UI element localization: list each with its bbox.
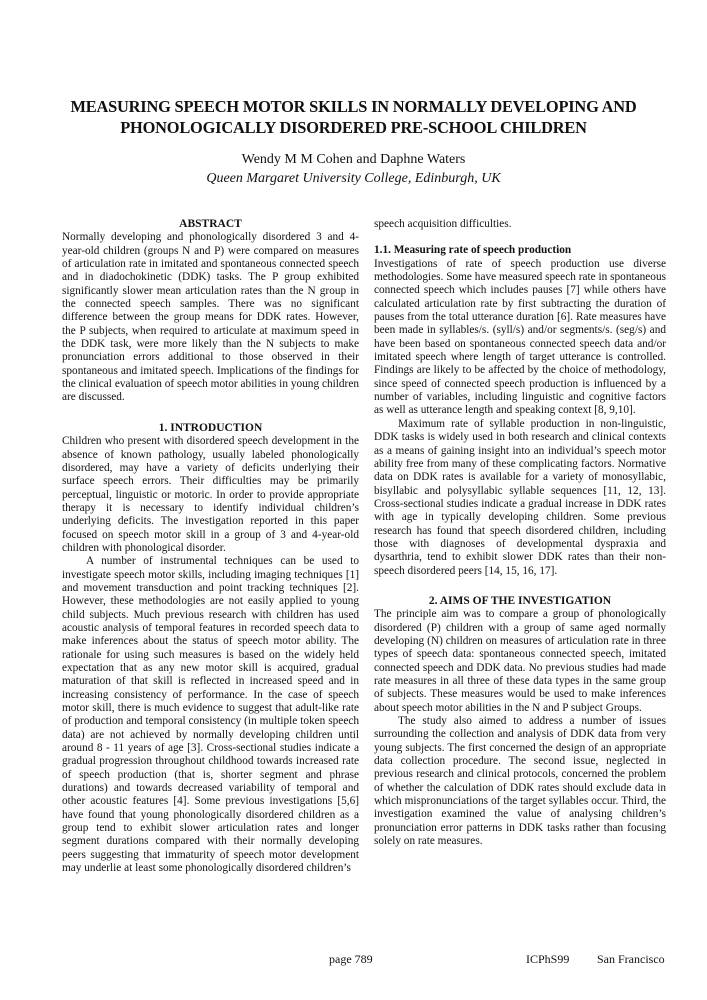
conference-name: ICPhS99 <box>526 952 570 966</box>
abstract-heading: ABSTRACT <box>179 218 242 230</box>
title-line-2: PHONOLOGICALLY DISORDERED PRE-SCHOOL CHILDREN <box>120 118 587 137</box>
page-number: page 789 <box>329 952 373 966</box>
introduction-paragraph-1: Children who present with disordered speech development in the absence of known pathology, usually labeled phonologically disordered, may have a variety of deficits underlying their surface speech errors. Their difficulties may be primarily perceptual, linguistic or motoric. In order to provide appropriate therapy it is necessary to identify individual children’s underlying deficits. The investigation reported in this paper focused on speech motor skill in a group of 3 and 4-year-old children with phonological disorder. <box>62 435 359 554</box>
introduction-paragraph-2-continued: speech acquisition difficulties. <box>374 218 512 230</box>
aims-paragraph-1: The principle aim was to compare a group of phonologically disordered (P) children with a group of same aged normally developing (N) children on measures of articulation rate in three types of speech data: spontaneous connected speech, imitated connected speech and DDK data. No previous studies had made rate measures in all three of these data types in the same group of subjects. These measures would be used to make inferences about speech motor abilities in the N and P subject Groups. <box>374 608 666 714</box>
left-column <box>62 218 359 876</box>
aims-paragraph-2: The study also aimed to address a number of issues surrounding the collection and analysis of DDK data from very young subjects. The first concerned the design of an appropriate data collection procedure. The second issue, neglected in previous research and clinical protocols, concerned the problem of whether the calculation of DDK rates should exclude data in which mispronunciations of the target syllables occur. Third, the investigation examined the value of analysing children’s pronunciation error patterns in DDK tasks rather than focusing solely on rate measures. <box>374 715 666 848</box>
authors: Wendy M M Cohen and Daphne Waters <box>241 152 466 167</box>
section-1-1-paragraph-2: Maximum rate of syllable production in non-linguistic, DDK tasks is widely used in both research and clinical contexts as a means of gaining insight into an individual’s speech motor ability free from many of these complicating factors. Normative data on DDK rates is available for a variety of monosyllabic, bisyllabic and polysyllabic syllable sequences [11, 12, 13]. Cross-sectional studies indicate a gradual increase in DDK rates with age in typically developing children. Some previous research has found that speech disordered children, including those with diagnoses of developmental dyspraxia and dysarthria, tend to exhibit slower DDK rates than their non-speech disordered peers [14, 15, 16, 17]. <box>374 417 666 577</box>
right-column <box>374 218 666 848</box>
paper-title <box>40 96 667 138</box>
conference-location: San Francisco <box>597 952 665 966</box>
section-1-1-paragraph-1: Investigations of rate of speech production use diverse methodologies. Some have measured speech rate in spontaneous connected speech which includes pauses [7] while others have calculated articulation rate by first subtracting the duration of pauses from the total utterance duration [6]. Rate measures have been made in syllables/s. (syll/s) and/or segments/s. (seg/s) and have been based on spontaneous connected speech data and/or imitated speech where length of target utterance is controlled. Findings are likely to be affected by the choice of methodology, since speed of connected speech production is influenced by a number of variables, including linguistic and cognitive factors as well as utterance length and speaking context [8, 9,10]. <box>374 257 666 417</box>
aims-heading: 2. AIMS OF THE INVESTIGATION <box>428 594 612 607</box>
affiliation: Queen Margaret University College, Edinburgh, UK <box>206 171 501 186</box>
abstract-text: Normally developing and phonologically disordered 3 and 4-year-old children (groups N and P) were compared on measures of articulation rate in imitated and spontaneous connected speech and in diadochokinetic (DDK) tasks. The P group exhibited significantly slower mean articulation rates than the N group in the connected speech samples. There was no significant difference between the group means for DDK rates. However, the P subjects, when required to articulate at maximum speed in the DDK task, were more likely than the N subjects to make pronunciation errors additional to those observed in their spontaneous and imitated speech. Implications of the findings for the clinical evaluation of speech motor abilities in young children are discussed. <box>62 231 359 404</box>
introduction-paragraph-2: A number of instrumental techniques can be used to investigate speech motor skills, including imaging techniques [1] and movement transduction and point tracking techniques [2]. However, these methodologies are not easily applied to young child subjects. Much previous research with children has used acoustic analysis of temporal features in recorded speech data to make inferences about the status of speech motor ability. The rationale for using such measures is based on the widely held expectation that as any new motor skill is acquired, gradual maturation of that skill is reflected in increased speed and in increasing consistency of performance. In the case of speech motor skill, there is much evidence to suggest that adult-like rate of production and temporal consistency (in multiple token speech data) are not achieved by normally developing children until around 8 - 11 years of age [3]. Cross-sectional studies indicate a gradual progression throughout childhood towards increased rate of speech production (that is, shorter segment and phrase durations) and towards decreased variability of temporal and other acoustic features [4]. Some previous investigations [5,6] have found that young phonologically disordered children as a group tend to exhibit slower articulation rates and longer segment durations compared with their normally developing peers suggesting that immaturity of speech motor development may underlie at least some phonologically disordered children’s <box>62 555 359 875</box>
introduction-heading: 1. INTRODUCTION <box>158 421 263 434</box>
title-line-1: MEASURING SPEECH MOTOR SKILLS IN NORMALLY DEVELOPING AND <box>70 97 637 116</box>
section-1-1-heading: 1.1. Measuring rate of speech production <box>374 244 572 257</box>
